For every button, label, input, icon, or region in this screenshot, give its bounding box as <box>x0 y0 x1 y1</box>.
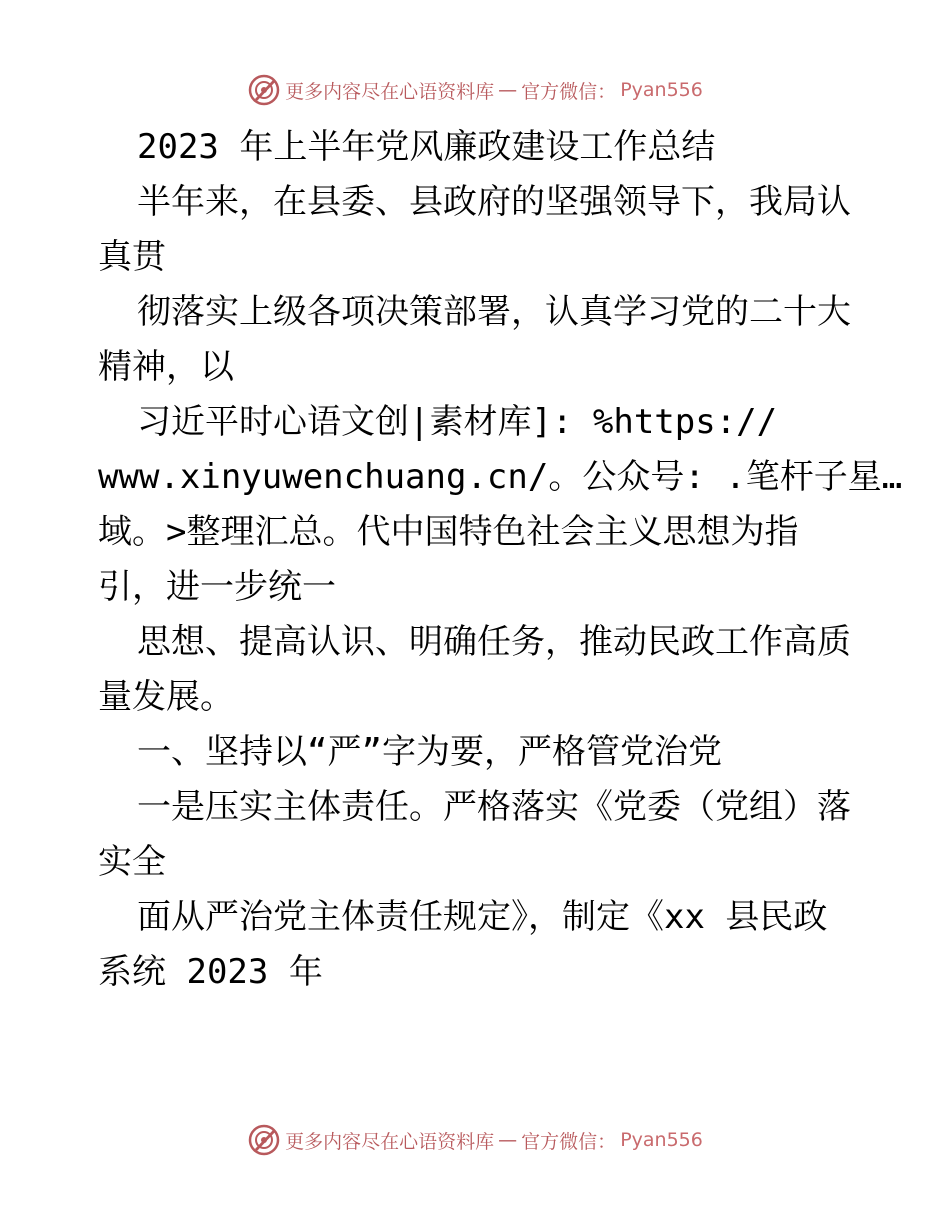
watermark-banner-bottom <box>0 1120 950 1160</box>
watermark-wechat-id: Pyan556 <box>620 1129 703 1151</box>
paragraph-line: 系统 2023 年 <box>98 952 323 992</box>
paragraph-line: 实全 <box>98 842 166 882</box>
paragraph-line: 思想、提高认识、明确任务，推动民政工作高质 <box>137 622 851 662</box>
section-heading: 一、坚持以“严”字为要，严格管党治党 <box>137 732 722 772</box>
watermark-main-text: 更多内容尽在心语资料库 <box>285 1130 495 1153</box>
quill-seal-icon <box>247 73 281 107</box>
paragraph-line: 引，进一步统一 <box>98 567 336 607</box>
document-body <box>98 120 903 1000</box>
paragraph-line: 半年来，在县委、县政府的坚强领导下，我局认 <box>137 182 851 222</box>
paragraph-line: 习近平时心语文创|素材库]: %https:// <box>137 402 778 442</box>
document-title: 2023 年上半年党风廉政建设工作总结 <box>137 127 716 167</box>
paragraph-line: www.xinyuwenchuang.cn/。公众号: .笔杆子星… <box>98 457 903 497</box>
watermark-wechat-id: Pyan556 <box>620 79 703 101</box>
paragraph-line: 精神，以 <box>98 347 234 387</box>
paragraph-line: 域。>整理汇总。代中国特色社会主义思想为指 <box>98 512 799 552</box>
paragraph-line: 一是压实主体责任。严格落实《党委（党组）落 <box>137 787 851 827</box>
paragraph-line: 真贯 <box>98 237 166 277</box>
watermark-label: 官方微信： <box>521 1130 617 1153</box>
watermark-main-text: 更多内容尽在心语资料库 <box>285 80 495 103</box>
paragraph-line: 面从严治党主体责任规定》，制定《xx 县民政 <box>137 897 828 937</box>
paragraph-line: 量发展。 <box>98 677 234 717</box>
watermark-banner-top <box>0 70 950 110</box>
quill-seal-icon <box>247 1123 281 1157</box>
watermark-dash: — <box>498 79 518 101</box>
watermark-dash: — <box>498 1129 518 1151</box>
watermark-label: 官方微信： <box>521 80 617 103</box>
paragraph-line: 彻落实上级各项决策部署，认真学习党的二十大 <box>137 292 851 332</box>
